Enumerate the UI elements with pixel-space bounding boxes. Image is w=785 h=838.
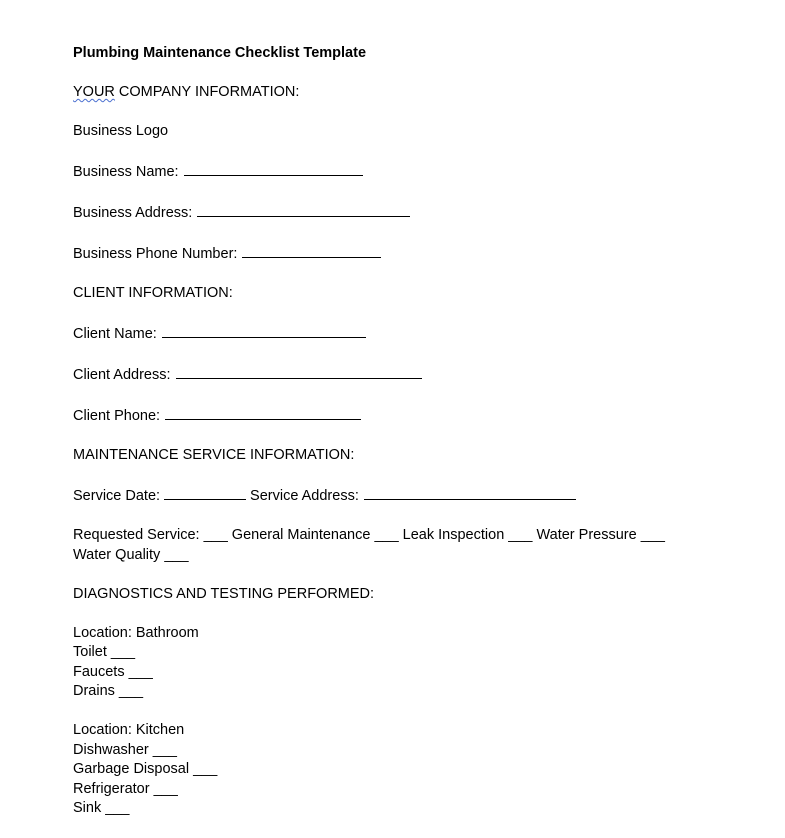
company-heading [73,83,773,103]
client-heading: CLIENT INFORMATION: [73,285,233,301]
service-date-blank[interactable] [164,485,246,500]
requested-service [73,526,773,565]
checklist-item-faucets: Faucets ___ [73,663,153,680]
kitchen-location: Location: Kitchen [73,722,185,738]
document-title: Plumbing Maintenance Checklist Template [73,45,367,61]
bathroom-section [73,624,773,702]
service-date-label: Service Date: [73,488,161,504]
checklist-item-garbage-disposal: Garbage Disposal ___ [73,761,218,777]
service-address-blank[interactable] [364,485,576,500]
checklist-item-toilet: Toilet ___ [73,644,136,660]
business-phone-blank[interactable] [242,243,381,258]
client-name-label: Client Name: [73,326,157,342]
diagnostics-heading: DIAGNOSTICS AND TESTING PERFORMED: [73,585,375,602]
document-page [73,44,773,838]
checklist-item-dishwasher: Dishwasher ___ [73,741,177,758]
client-address-label: Client Address: [73,367,171,383]
client-address-field [73,364,773,386]
business-address-field [73,202,773,224]
business-phone-field [73,243,773,265]
business-address-blank[interactable] [197,202,410,217]
business-name-blank[interactable] [184,161,363,176]
requested-service-line-1: Requested Service: ___ General Maintenance ___ Leak Inspection ___ Water Pressure ___ [73,527,665,543]
client-phone-label: Client Phone: [73,408,161,424]
requested-service-line-2: Water Quality ___ [73,546,189,563]
client-phone-field [73,405,773,427]
service-date-address-field [73,485,773,507]
checklist-item-sink: Sink ___ [73,800,130,816]
business-logo-label: Business Logo [73,123,169,139]
service-heading: MAINTENANCE SERVICE INFORMATION: [73,447,355,463]
client-name-blank[interactable] [162,323,366,338]
client-name-field [73,323,773,345]
business-address-label: Business Address: [73,205,193,221]
checklist-item-refrigerator: Refrigerator ___ [73,780,178,797]
business-name-field [73,161,773,183]
business-name-label: Business Name: [73,164,179,180]
checklist-item-drains: Drains ___ [73,683,144,699]
spellcheck-word: YOUR [73,84,115,100]
business-phone-label: Business Phone Number: [73,246,238,262]
company-heading-text: COMPANY INFORMATION: [114,84,300,100]
client-address-blank[interactable] [176,364,422,379]
service-address-label: Service Address: [250,488,359,504]
client-phone-blank[interactable] [165,405,361,420]
bathroom-location: Location: Bathroom [73,624,199,641]
kitchen-section [73,721,773,819]
